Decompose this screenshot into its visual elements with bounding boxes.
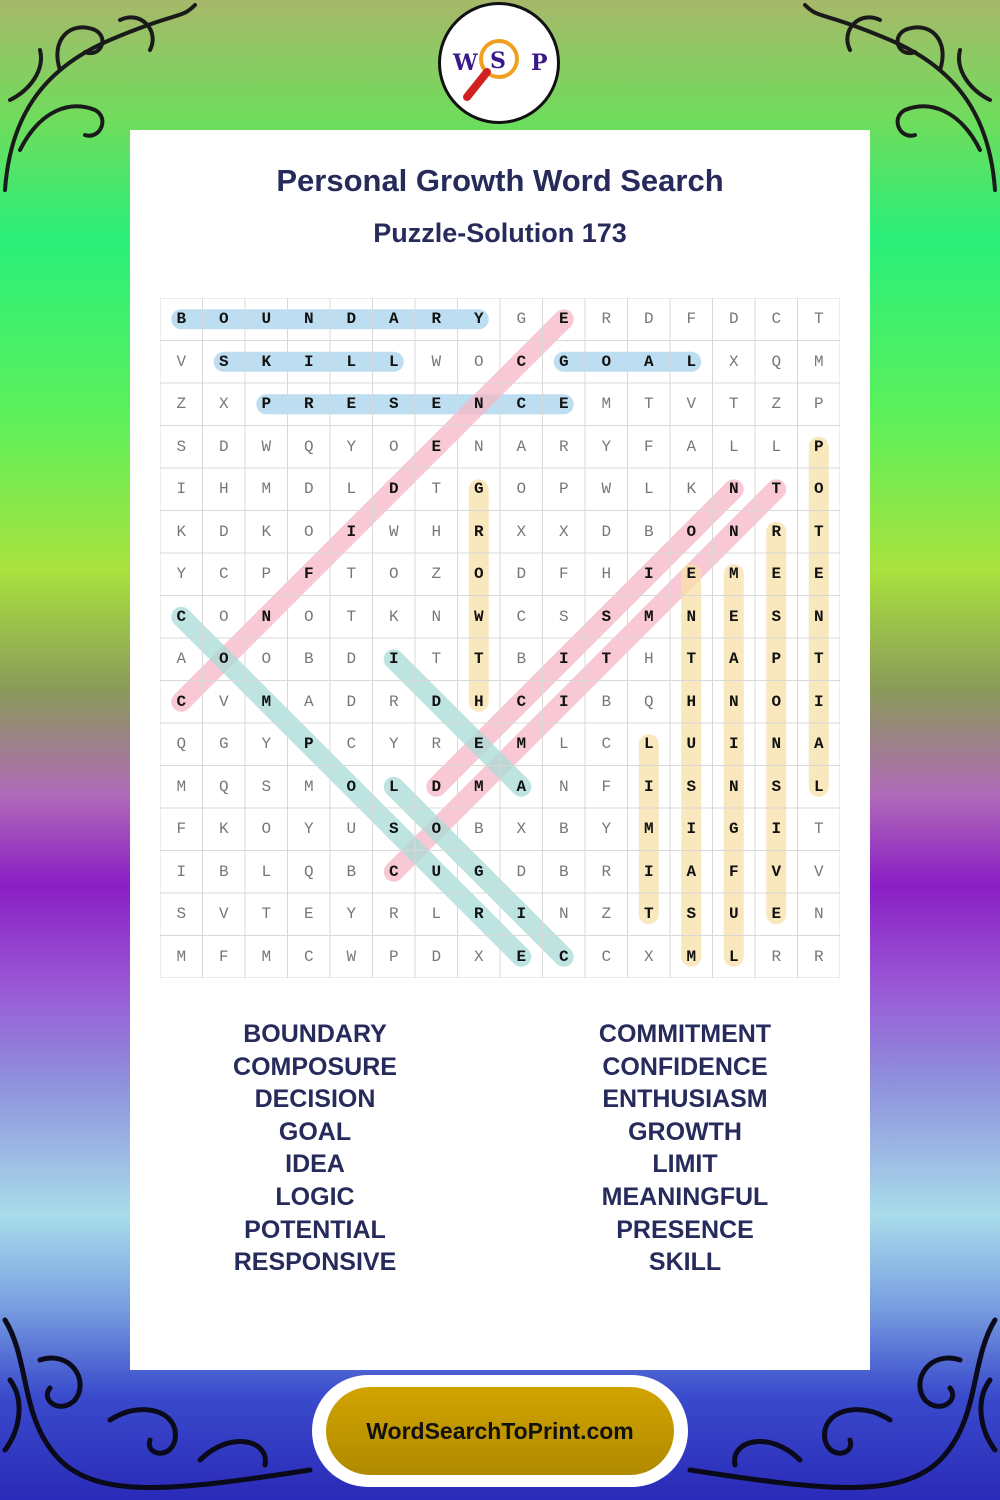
grid-cell[interactable]: Z [601, 905, 612, 924]
grid-cell[interactable]: D [728, 310, 739, 329]
grid-cell[interactable]: E [303, 905, 314, 924]
grid-cell[interactable]: S [771, 607, 782, 626]
grid-cell[interactable]: G [516, 310, 527, 329]
grid-cell[interactable]: T [643, 395, 654, 414]
grid-cell[interactable]: R [601, 310, 612, 329]
grid-cell[interactable]: S [176, 905, 187, 924]
grid-cell[interactable]: W [261, 437, 272, 456]
grid-cell[interactable]: T [813, 650, 824, 669]
grid-cell[interactable]: Y [601, 820, 612, 839]
grid-cell[interactable]: O [346, 777, 357, 796]
grid-cell[interactable]: O [218, 310, 229, 329]
grid-cell[interactable]: S [771, 777, 782, 796]
footer-badge [312, 1375, 688, 1487]
grid-cell[interactable]: Q [771, 352, 782, 371]
grid-cell[interactable]: M [728, 565, 739, 584]
grid-cell[interactable]: M [643, 607, 654, 626]
grid-cell[interactable]: A [813, 735, 824, 754]
grid-cell[interactable]: B [346, 862, 357, 881]
grid-cell[interactable]: A [516, 437, 527, 456]
grid-cell[interactable]: H [473, 692, 484, 711]
grid-cell[interactable]: C [558, 947, 569, 966]
grid-cell[interactable]: U [346, 820, 357, 839]
grid-cell[interactable]: R [601, 862, 612, 881]
word-list-item: LIMIT [652, 1150, 718, 1179]
grid-cell[interactable]: I [643, 777, 654, 796]
grid-cell[interactable]: D [643, 310, 654, 329]
grid-cell[interactable]: U [431, 862, 442, 881]
word-list-item: LOGIC [275, 1182, 355, 1211]
grid-cell[interactable]: R [388, 692, 399, 711]
grid-cell[interactable]: E [686, 565, 697, 584]
word-list-item: ENTHUSIASM [602, 1085, 768, 1114]
grid-cell[interactable]: B [558, 862, 569, 881]
grid-cell[interactable]: R [388, 905, 399, 924]
grid-cell[interactable]: C [346, 735, 357, 754]
grid-cell[interactable]: L [346, 352, 357, 371]
grid-cell[interactable]: Z [176, 395, 187, 414]
word-list-item: RESPONSIVE [233, 1248, 397, 1277]
word-list-item: DECISION [254, 1085, 376, 1114]
grid-cell[interactable]: R [303, 395, 314, 414]
grid-cell[interactable]: L [728, 947, 739, 966]
grid-cell[interactable]: X [516, 522, 527, 541]
grid-cell[interactable]: V [686, 395, 697, 414]
grid-cell[interactable]: O [771, 692, 782, 711]
logo-letter-w: W [453, 50, 478, 76]
grid-cell[interactable]: I [558, 650, 569, 669]
grid-cell[interactable]: T [346, 565, 357, 584]
grid-cell[interactable]: I [388, 650, 399, 669]
wsp-logo[interactable] [438, 2, 560, 124]
grid-cell[interactable]: T [813, 310, 824, 329]
word-list-item: CONFIDENCE [602, 1052, 768, 1081]
grid-cell[interactable]: D [303, 480, 314, 499]
grid-cell[interactable]: T [261, 905, 272, 924]
grid-cell[interactable]: F [686, 310, 697, 329]
grid-cell[interactable]: P [558, 480, 569, 499]
grid-cell[interactable]: S [558, 607, 569, 626]
grid-cell[interactable]: O [431, 820, 442, 839]
word-list-item: SKILL [648, 1248, 722, 1277]
grid-cell[interactable]: V [813, 862, 824, 881]
grid-cell[interactable]: A [643, 352, 654, 371]
grid-cell[interactable]: D [516, 565, 527, 584]
letter-grid [160, 298, 840, 978]
grid-cell[interactable]: Y [261, 735, 272, 754]
grid-cell[interactable]: N [473, 395, 484, 414]
grid-cell[interactable]: M [813, 352, 824, 371]
grid-cell[interactable]: R [473, 905, 484, 924]
grid-cell[interactable]: Z [771, 395, 782, 414]
grid-cell[interactable]: G [473, 480, 484, 499]
grid-cell[interactable]: D [388, 480, 399, 499]
grid-cell[interactable]: N [728, 692, 739, 711]
word-list-item: COMPOSURE [233, 1052, 397, 1081]
word-list-right [500, 1018, 870, 1279]
grid-cell[interactable]: N [728, 522, 739, 541]
grid-cell[interactable]: W [346, 947, 357, 966]
grid-cell[interactable]: K [261, 522, 272, 541]
grid-cell[interactable]: Y [303, 820, 314, 839]
grid-cell[interactable]: V [176, 352, 187, 371]
grid-cell[interactable]: P [813, 395, 824, 414]
grid-cell[interactable]: Q [303, 862, 314, 881]
grid-cell[interactable]: X [643, 947, 654, 966]
grid-cell[interactable]: B [176, 310, 187, 329]
grid-cell[interactable]: Y [346, 437, 357, 456]
grid-cell[interactable]: C [516, 352, 527, 371]
grid-cell[interactable]: E [558, 395, 569, 414]
grid-cell[interactable]: I [303, 352, 314, 371]
word-list-item: GOAL [278, 1117, 352, 1146]
grid-cell[interactable]: P [813, 437, 824, 456]
grid-cell[interactable]: F [601, 777, 612, 796]
grid-cell[interactable]: I [813, 692, 824, 711]
grid-cell[interactable]: O [473, 565, 484, 584]
grid-cell[interactable]: O [516, 480, 527, 499]
grid-cell[interactable]: N [686, 607, 697, 626]
grid-cell[interactable]: N [771, 735, 782, 754]
grid-cell[interactable]: A [686, 437, 697, 456]
grid-cell[interactable]: O [261, 820, 272, 839]
grid-cell[interactable]: E [558, 310, 569, 329]
grid-cell[interactable]: E [728, 607, 739, 626]
grid-cell[interactable]: D [346, 310, 357, 329]
grid-cell[interactable]: A [176, 650, 187, 669]
grid-cell[interactable]: M [261, 692, 272, 711]
page-subtitle: Puzzle-Solution 173 [373, 218, 627, 248]
grid-cell[interactable]: W [601, 480, 612, 499]
grid-cell[interactable]: F [558, 565, 569, 584]
grid-cell[interactable]: K [686, 480, 697, 499]
grid-cell[interactable]: U [261, 310, 272, 329]
grid-cell[interactable]: P [261, 395, 272, 414]
grid-cell[interactable]: E [431, 395, 442, 414]
grid-cell[interactable]: C [601, 947, 612, 966]
grid-cell[interactable]: T [728, 395, 739, 414]
grid-cell[interactable]: X [558, 522, 569, 541]
grid-cell[interactable]: S [176, 437, 187, 456]
grid-cell[interactable]: C [516, 692, 527, 711]
grid-cell[interactable]: I [643, 565, 654, 584]
grid-cell[interactable]: E [771, 565, 782, 584]
grid-cell[interactable]: V [771, 862, 782, 881]
grid-cell[interactable]: I [558, 692, 569, 711]
grid-cell[interactable]: O [388, 565, 399, 584]
grid-cell[interactable]: I [176, 862, 187, 881]
grid-cell[interactable]: O [303, 522, 314, 541]
grid-cell[interactable]: O [473, 352, 484, 371]
grid-cell[interactable]: K [261, 352, 272, 371]
grid-cell[interactable]: G [558, 352, 569, 371]
grid-cell[interactable]: L [643, 480, 654, 499]
grid-cell[interactable]: B [516, 650, 527, 669]
grid-cell[interactable]: L [686, 352, 697, 371]
grid-cell[interactable]: N [303, 310, 314, 329]
grid-cell[interactable]: A [686, 862, 697, 881]
grid-cell[interactable]: M [261, 947, 272, 966]
grid-cell[interactable]: I [728, 735, 739, 754]
grid-cell[interactable]: L [388, 777, 399, 796]
grid-cell[interactable]: Y [601, 437, 612, 456]
grid-cell[interactable]: V [218, 692, 229, 711]
grid-cell[interactable]: O [813, 480, 824, 499]
grid-cell[interactable]: K [388, 607, 399, 626]
grid-cell[interactable]: M [643, 820, 654, 839]
grid-cell[interactable]: D [346, 650, 357, 669]
grid-cell[interactable]: D [218, 522, 229, 541]
grid-cell[interactable]: M [261, 480, 272, 499]
grid-cell[interactable]: D [516, 862, 527, 881]
grid-cell[interactable]: I [771, 820, 782, 839]
grid-cell[interactable]: E [813, 565, 824, 584]
grid-cell[interactable]: M [303, 777, 314, 796]
grid-cell[interactable]: X [473, 947, 484, 966]
grid-cell[interactable]: R [431, 310, 442, 329]
grid-cell[interactable]: L [643, 735, 654, 754]
grid-cell[interactable]: R [558, 437, 569, 456]
grid-cell[interactable]: M [686, 947, 697, 966]
grid-cell[interactable]: C [218, 565, 229, 584]
grid-cell[interactable]: M [176, 777, 187, 796]
grid-cell[interactable]: G [218, 735, 229, 754]
grid-cell[interactable]: L [346, 480, 357, 499]
grid-cell[interactable]: A [728, 650, 739, 669]
grid-cell[interactable]: F [643, 437, 654, 456]
grid-cell[interactable]: R [431, 735, 442, 754]
grid-cell[interactable]: L [431, 905, 442, 924]
grid-cell[interactable]: C [771, 310, 782, 329]
grid-cell[interactable]: I [346, 522, 357, 541]
grid-cell[interactable]: N [558, 777, 569, 796]
grid-cell[interactable]: C [516, 607, 527, 626]
grid-cell[interactable]: N [728, 480, 739, 499]
grid-cell[interactable]: O [218, 607, 229, 626]
grid-cell[interactable]: O [388, 437, 399, 456]
grid-cell[interactable]: A [388, 310, 399, 329]
grid-cell[interactable]: H [601, 565, 612, 584]
grid-cell[interactable]: N [473, 437, 484, 456]
grid-cell[interactable]: P [771, 650, 782, 669]
grid-cell[interactable]: W [473, 607, 484, 626]
grid-cell[interactable]: E [346, 395, 357, 414]
grid-cell[interactable]: Y [388, 735, 399, 754]
grid-cell[interactable]: X [218, 395, 229, 414]
grid-cell[interactable]: H [686, 692, 697, 711]
grid-cell[interactable]: Q [218, 777, 229, 796]
grid-cell[interactable]: U [686, 735, 697, 754]
grid-cell[interactable]: C [388, 862, 399, 881]
grid-cell[interactable]: R [771, 947, 782, 966]
grid-cell[interactable]: K [176, 522, 187, 541]
grid-cell[interactable]: G [728, 820, 739, 839]
grid-cell[interactable]: Y [176, 565, 187, 584]
grid-cell[interactable]: I [176, 480, 187, 499]
grid-cell[interactable]: D [431, 947, 442, 966]
grid-cell[interactable]: I [686, 820, 697, 839]
grid-cell[interactable]: B [218, 862, 229, 881]
grid-cell[interactable]: S [261, 777, 272, 796]
grid-cell[interactable]: F [218, 947, 229, 966]
grid-cell[interactable]: F [303, 565, 314, 584]
grid-cell[interactable]: O [601, 352, 612, 371]
grid-cell[interactable]: Y [473, 310, 484, 329]
grid-cell[interactable]: N [813, 905, 824, 924]
grid-cell[interactable]: S [388, 395, 399, 414]
grid-cell[interactable]: O [218, 650, 229, 669]
grid-cell[interactable]: B [643, 522, 654, 541]
grid-cell[interactable]: F [176, 820, 187, 839]
grid-cell[interactable]: T [813, 522, 824, 541]
grid-cell[interactable]: B [601, 692, 612, 711]
grid-cell[interactable]: L [558, 735, 569, 754]
grid-cell[interactable]: Z [431, 565, 442, 584]
grid-cell[interactable]: H [218, 480, 229, 499]
grid-cell[interactable]: R [473, 522, 484, 541]
grid-cell[interactable]: T [473, 650, 484, 669]
grid-cell[interactable]: W [388, 522, 399, 541]
grid-cell[interactable]: E [431, 437, 442, 456]
grid-cell[interactable]: D [431, 777, 442, 796]
grid-cell[interactable]: T [431, 650, 442, 669]
grid-cell[interactable]: O [261, 650, 272, 669]
grid-cell[interactable]: C [303, 947, 314, 966]
grid-cell[interactable]: V [218, 905, 229, 924]
grid-cell[interactable]: T [431, 480, 442, 499]
puzzle-panel [130, 130, 870, 1370]
grid-cell[interactable]: R [813, 947, 824, 966]
grid-cell[interactable]: E [771, 905, 782, 924]
grid-cell[interactable]: E [473, 735, 484, 754]
grid-cell[interactable]: S [601, 607, 612, 626]
grid-cell[interactable]: B [558, 820, 569, 839]
grid-cell[interactable]: U [728, 905, 739, 924]
grid-cell[interactable]: T [771, 480, 782, 499]
grid-cell[interactable]: L [388, 352, 399, 371]
grid-cell[interactable]: K [218, 820, 229, 839]
grid-cell[interactable]: B [473, 820, 484, 839]
grid-cell[interactable]: B [303, 650, 314, 669]
grid-cell[interactable]: H [643, 650, 654, 669]
grid-cell[interactable]: O [686, 522, 697, 541]
word-list-item: POTENTIAL [244, 1215, 386, 1244]
word-list-left [130, 1018, 500, 1279]
word-list-item: COMMITMENT [598, 1020, 772, 1048]
site-link[interactable]: WordSearchToPrint.com [326, 1387, 674, 1475]
grid-cell[interactable]: P [261, 565, 272, 584]
grid-cell[interactable]: D [601, 522, 612, 541]
grid-cell[interactable]: G [473, 862, 484, 881]
grid-cell[interactable]: T [346, 607, 357, 626]
grid-cell[interactable]: L [813, 777, 824, 796]
grid-cell[interactable]: C [176, 692, 187, 711]
grid-cell[interactable]: T [601, 650, 612, 669]
grid-cell[interactable]: P [303, 735, 314, 754]
grid-cell[interactable]: X [516, 820, 527, 839]
grid-cell[interactable]: S [388, 820, 399, 839]
logo-letter-p: P [531, 50, 548, 76]
grid-cell[interactable]: E [516, 947, 527, 966]
word-list-item: IDEA [285, 1150, 345, 1179]
word-list-item: PRESENCE [616, 1215, 754, 1244]
logo-letter-s: S [490, 48, 506, 74]
grid-cell[interactable]: T [686, 650, 697, 669]
word-list-item: MEANINGFUL [601, 1182, 769, 1211]
grid-cell[interactable]: P [388, 947, 399, 966]
grid-cell[interactable]: Q [643, 692, 654, 711]
grid-cell[interactable]: T [813, 820, 824, 839]
grid-cell[interactable]: A [516, 777, 527, 796]
grid-cell[interactable]: S [218, 352, 229, 371]
word-list-item: GROWTH [628, 1117, 742, 1146]
word-list-item: BOUNDARY [243, 1020, 387, 1048]
grid-cell[interactable]: N [813, 607, 824, 626]
grid-cell[interactable]: M [601, 395, 612, 414]
grid-cell[interactable]: M [473, 777, 484, 796]
grid-cell[interactable]: Y [346, 905, 357, 924]
grid-cell[interactable]: I [643, 862, 654, 881]
grid-cell[interactable]: W [431, 352, 442, 371]
grid-cell[interactable]: Q [176, 735, 187, 754]
grid-cell[interactable]: N [728, 777, 739, 796]
grid-cell[interactable]: T [643, 905, 654, 924]
grid-cell[interactable]: I [516, 905, 527, 924]
grid-cell[interactable]: M [176, 947, 187, 966]
grid-cell[interactable]: N [261, 607, 272, 626]
grid-cell[interactable]: F [728, 862, 739, 881]
grid-cell[interactable]: C [601, 735, 612, 754]
grid-cell[interactable]: D [431, 692, 442, 711]
grid-cell[interactable]: L [771, 437, 782, 456]
grid-cell[interactable]: S [686, 905, 697, 924]
grid-cell[interactable]: H [431, 522, 442, 541]
grid-cell[interactable]: C [176, 607, 187, 626]
grid-cell[interactable]: L [261, 862, 272, 881]
grid-cell[interactable]: L [728, 437, 739, 456]
grid-cell[interactable]: C [516, 395, 527, 414]
grid-cell[interactable]: S [686, 777, 697, 796]
grid-cell[interactable]: O [303, 607, 314, 626]
grid-cell[interactable]: D [346, 692, 357, 711]
page-title: Personal Growth Word Search [276, 163, 724, 198]
grid-cell[interactable]: X [728, 352, 739, 371]
grid-cell[interactable]: D [218, 437, 229, 456]
grid-cell[interactable]: M [516, 735, 527, 754]
grid-cell[interactable]: N [431, 607, 442, 626]
grid-cell[interactable]: N [558, 905, 569, 924]
grid-cell[interactable]: R [771, 522, 782, 541]
grid-cell[interactable]: A [303, 692, 314, 711]
grid-cell[interactable]: Q [303, 437, 314, 456]
